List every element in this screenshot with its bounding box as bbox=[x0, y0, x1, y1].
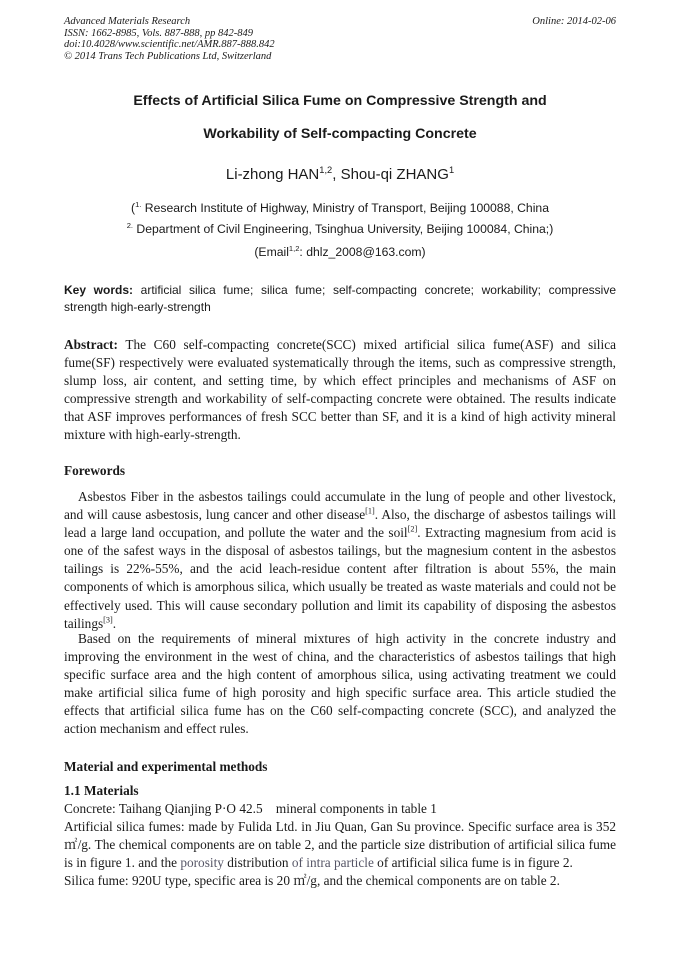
forewords-p1-text-b: . Also, the discharge of asbestos tailings will lead a large land occupation, and pollute the water and the soil bbox=[64, 507, 616, 541]
abstract-label: Abstract: bbox=[64, 337, 118, 352]
journal-header bbox=[64, 16, 616, 62]
keywords-label: Key words: bbox=[64, 283, 133, 297]
affiliation-1 bbox=[64, 201, 616, 215]
affiliation-2 bbox=[64, 222, 616, 236]
copyright-line: © 2014 Trans Tech Publications Ltd, Switzerland bbox=[64, 50, 272, 62]
keywords bbox=[64, 282, 616, 316]
keywords-text: artificial silica fume; silica fume; self-compacting concrete; workability; compressive strength high-early-strength bbox=[64, 283, 616, 314]
affiliation-1-text: Research Institute of Highway, Ministry of Transport, Beijing 100088, China bbox=[141, 201, 549, 215]
author-list bbox=[64, 166, 616, 183]
forewords-p1-text-a: Asbestos Fiber in the asbestos tailings could accumulate in the lung of people and other livestock, and will cause asbestosis, lung cancer and other disease bbox=[64, 489, 616, 523]
title-line-2: Workability of Self-compacting Concrete bbox=[203, 126, 477, 142]
silica-fume-line: Silica fume: 920U type, specific area is 20 ㎡/g, and the chemical components are on table 2. bbox=[64, 873, 560, 889]
citation-2: [2] bbox=[407, 524, 418, 534]
author-1-name: Li-zhong HAN bbox=[225, 166, 320, 183]
asf-porosity-term: porosity bbox=[180, 855, 224, 871]
author-2-name: Shou-qi ZHANG bbox=[340, 166, 449, 183]
title-line-1: Effects of Artificial Silica Fume on Compressive Strength and bbox=[133, 93, 547, 109]
forewords-paragraph-1 bbox=[64, 488, 616, 633]
affiliation-2-mark: 2. bbox=[126, 220, 134, 230]
journal-name: Advanced Materials Research bbox=[64, 16, 191, 27]
asf-text-b: distribution bbox=[223, 855, 292, 871]
email-address: : dhlz_2008@163.com) bbox=[299, 245, 426, 259]
asf-paragraph bbox=[64, 818, 616, 872]
citation-1: [1] bbox=[365, 506, 375, 516]
issn-line: ISSN: 1662-8985, Vols. 887-888, pp 842-849 bbox=[64, 27, 253, 39]
abstract bbox=[64, 336, 616, 445]
asf-text-a: Artificial silica fumes: made by Fulida Ltd. in Jiu Quan, Gan Su province. Specific surface area is 352 ㎡/g. The chemical components are on table 2, and the particle size distribution of artificial silica fume is in figure 1. and the bbox=[64, 819, 616, 871]
forewords-paragraph-2: Based on the requirements of mineral mixtures of high activity in the concrete industry and improving the environment in the west of china, and the characteristics of asbestos tailings that high specific surface area and the high content of amorphous silica, using activating treatment we could make artificial silica fume of high porosity and high specific surface area. This article studied the effects that artificial silica fume has on the C60 self-compacting concrete (SCC), and analyzed the action mechanism and effect rules. bbox=[64, 631, 616, 737]
materials-section bbox=[64, 782, 616, 891]
affiliation-2-text: Department of Civil Engineering, Tsinghua University, Beijing 100084, China;) bbox=[133, 222, 554, 236]
email-label: (Email bbox=[254, 245, 289, 259]
concrete-line: Concrete: Taihang Qianjing P·O 42.5 mineral components in table 1 bbox=[64, 801, 437, 817]
forewords-p1-text-d: . bbox=[112, 615, 117, 631]
doi-line: doi:10.4028/www.scientific.net/AMR.887-888.842 bbox=[64, 39, 275, 50]
affiliation-open-paren: ( bbox=[131, 201, 136, 215]
asf-text-c: of artificial silica fume is in figure 2. bbox=[373, 855, 573, 871]
forewords-heading: Forewords bbox=[64, 463, 126, 478]
materials-subheading: 1.1 Materials bbox=[64, 783, 139, 798]
affiliation-1-mark: 1. bbox=[135, 199, 142, 209]
online-date: Online: 2014-02-06 bbox=[532, 16, 616, 27]
abstract-text: The C60 self-compacting concrete(SCC) mixed artificial silica fume(ASF) and silica fume(SF) respectively were evaluated systematically through the items, such as compressive strength, slump loss, air content, and setting time, by which effect principles and mechanisms of ASF on compressive strength and workability of self-compacting concrete were obtained. The results indicate that ASF improves performances of fresh SCC better than SF, and it is a kind of high activity mineral mixture with high-early-strength. bbox=[64, 337, 616, 443]
asf-intra-term: of intra particle bbox=[291, 855, 374, 871]
citation-3: [3] bbox=[103, 615, 113, 625]
forewords-p1-text-c: . Extracting magnesium from acid is one of the safest ways in the disposal of asbestos tailings, but the magnesium content in the asbestos tailings is 22%-55%, and the acid leach-residue content after filtration is about 55%, the main components of which is amorphous silica, which usually be treated as waste materials and could not be effectively used. This will cause secondary pollution and limit its capability of disposing the asbestos tailings bbox=[64, 525, 617, 631]
author-1-affil: 1,2 bbox=[319, 165, 333, 175]
methods-heading: Material and experimental methods bbox=[64, 759, 268, 774]
email-mark: 1,2 bbox=[288, 243, 300, 253]
author-separator: , bbox=[332, 166, 341, 183]
author-2-affil: 1 bbox=[448, 165, 455, 175]
email-line bbox=[64, 245, 616, 259]
